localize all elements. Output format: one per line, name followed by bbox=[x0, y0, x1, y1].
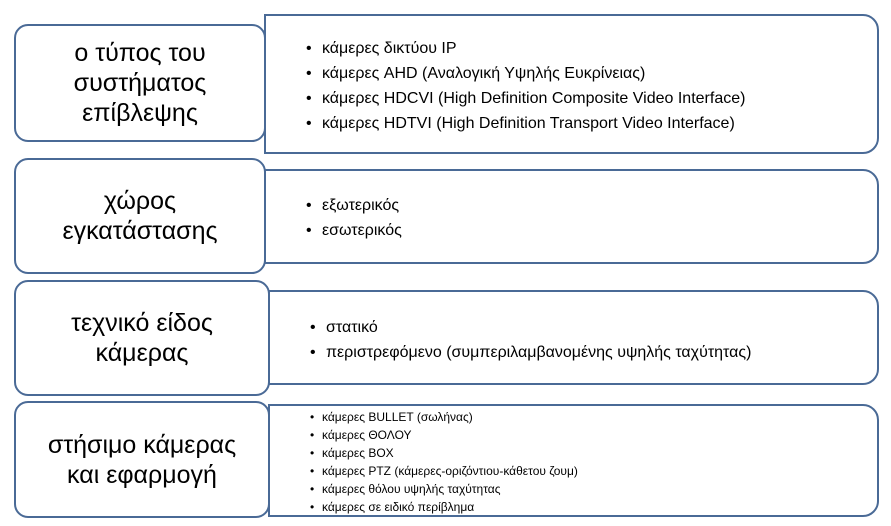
list-item: • στατικό bbox=[310, 315, 751, 340]
camera-type-label: τεχνικό είδος κάμερας bbox=[71, 309, 213, 367]
system-type-options-box bbox=[264, 14, 879, 154]
list-item: • εξωτερικός bbox=[306, 193, 402, 218]
list-item: • κάμερες δικτύου IP bbox=[306, 36, 745, 61]
installation-space-options-list bbox=[306, 193, 402, 243]
list-item: • κάμερες AHD (Αναλογική Υψηλής Ευκρίνειας) bbox=[306, 61, 745, 86]
camera-type-label-box bbox=[14, 280, 270, 396]
list-item: • κάμερες ΘΟΛΟΥ bbox=[310, 426, 578, 444]
installation-space-options-box bbox=[264, 169, 879, 264]
mounting-options-list bbox=[310, 408, 578, 516]
installation-space-label-box bbox=[14, 158, 266, 274]
list-item: • κάμερες PTZ (κάμερες-οριζόντιου-κάθετου ζουμ) bbox=[310, 462, 578, 480]
installation-space-label: χώρος εγκατάστασης bbox=[62, 187, 218, 245]
list-item: • εσωτερικός bbox=[306, 218, 402, 243]
camera-type-options-box bbox=[268, 290, 879, 385]
list-item: • κάμερες θόλου υψηλής ταχύτητας bbox=[310, 480, 578, 498]
mounting-label-box bbox=[14, 401, 270, 518]
camera-type-options-list bbox=[310, 315, 751, 365]
list-item: • κάμερες HDTVI (High Definition Transport Video Interface) bbox=[306, 111, 745, 136]
mounting-options-box bbox=[268, 404, 879, 517]
list-item: • κάμερες HDCVI (High Definition Composite Video Interface) bbox=[306, 86, 745, 111]
list-item: • κάμερες BULLET (σωλήνας) bbox=[310, 408, 578, 426]
list-item: • κάμερες BOX bbox=[310, 444, 578, 462]
system-type-options-list bbox=[306, 36, 745, 136]
system-type-label-box bbox=[14, 24, 266, 142]
mounting-label: στήσιμο κάμερας και εφαρμογή bbox=[47, 430, 237, 489]
list-item: • κάμερες σε ειδικό περίβλημα bbox=[310, 498, 578, 516]
system-type-label: ο τύπος του συστήματος επίβλεψης bbox=[73, 39, 207, 127]
list-item: • περιστρεφόμενο (συμπεριλαμβανομένης υψηλής ταχύτητας) bbox=[310, 340, 751, 365]
